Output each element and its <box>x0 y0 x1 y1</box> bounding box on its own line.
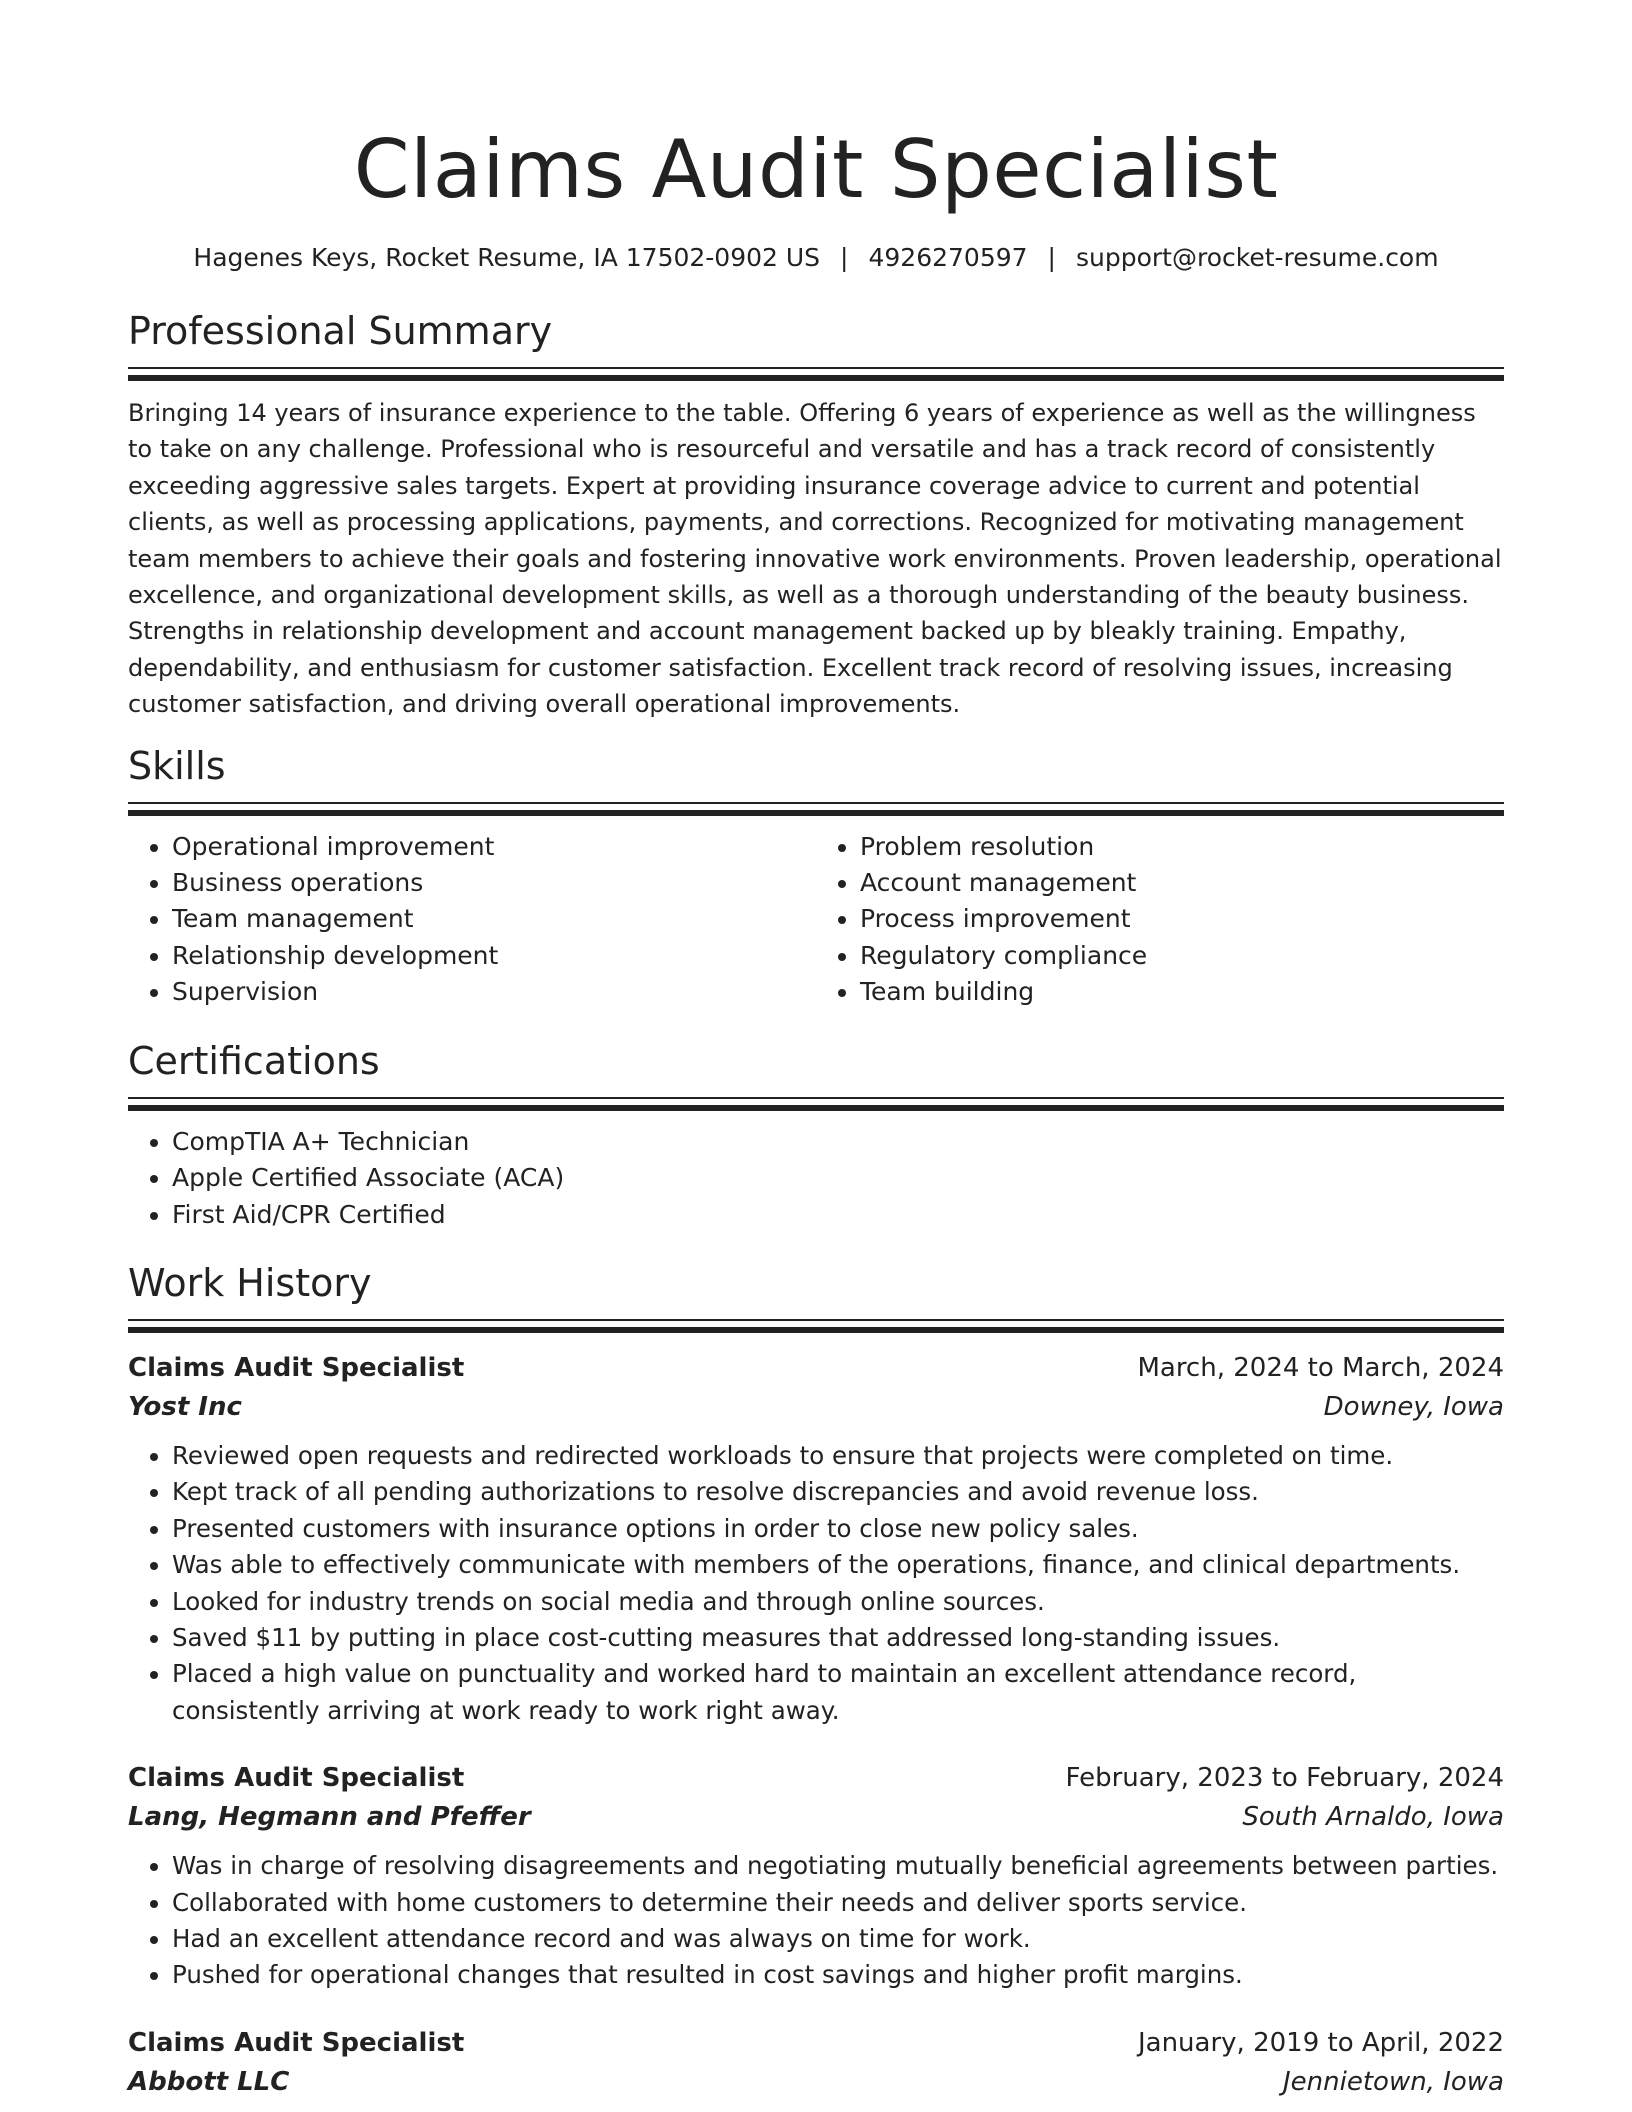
skills-columns <box>128 829 1504 1011</box>
contact-separator: | <box>840 243 849 272</box>
job-dates: March, 2024 to March, 2024 <box>1137 1352 1504 1383</box>
job-bullets <box>128 1438 1504 1729</box>
job-company: Yost Inc <box>128 1391 242 1422</box>
contact-phone: 4926270597 <box>868 243 1028 272</box>
section-divider-thick <box>128 1327 1504 1333</box>
job-title: Claims Audit Specialist <box>128 1763 465 1794</box>
contact-line <box>128 242 1504 274</box>
certification-item: • CompTIA A+ Technician <box>172 1124 1504 1160</box>
skills-list-right <box>816 829 1504 1011</box>
section-divider-thick <box>128 810 1504 816</box>
skill-item: • Team building <box>860 974 1504 1010</box>
section-divider <box>128 1319 1504 1321</box>
job-title: Claims Audit Specialist <box>128 1352 465 1383</box>
job-dates: January, 2019 to April, 2022 <box>1137 2027 1504 2058</box>
skill-item: • Business operations <box>172 865 816 901</box>
skill-item: • Problem resolution <box>860 829 1504 865</box>
job-subheader <box>128 2062 1504 2102</box>
skill-item: • Supervision <box>172 974 816 1010</box>
skill-item: • Relationship development <box>172 938 816 974</box>
summary-text: Bringing 14 years of insurance experience to the table. Offering 6 years of experience as well as the willingness to take on any challenge. Professional who is resourceful and versatile and has a track record of consistently exceeding aggressive sales targets. Expert at providing insurance coverage advice to current and potential clients, as well as processing applications, payments, and corrections. Recognized for motivating management team members to achieve their goals and fostering innovative work environments. Proven leadership, operational excellence, and organizational development skills, as well as a thorough understanding of the beauty business. Strengths in relationship development and account management backed up by bleakly training. Empathy, dependability, and enthusiasm for customer satisfaction. Excellent track record of resolving issues, increasing customer satisfaction, and driving overall operational improvements. <box>128 399 1502 719</box>
job-subheader <box>128 1797 1504 1837</box>
job-header <box>128 2024 1504 2062</box>
job-location: South Arnaldo, Iowa <box>1242 1802 1504 1833</box>
job-company: Lang, Hegmann and Pfeffer <box>128 1802 531 1833</box>
skills-heading: Skills <box>128 743 226 788</box>
job-bullet: • Kept track of all pending authorizations to resolve discrepancies and avoid revenue loss. <box>172 1474 1504 1510</box>
certification-item: • First Aid/CPR Certified <box>172 1197 1504 1233</box>
contact-email: support@rocket-resume.com <box>1075 243 1439 272</box>
job-header <box>128 1759 1504 1797</box>
job-bullet: • Collaborated with home customers to determine their needs and deliver sports service. <box>172 1885 1504 1921</box>
job-dates: February, 2023 to February, 2024 <box>1065 1763 1504 1794</box>
skill-item: • Regulatory compliance <box>860 938 1504 974</box>
job-location: Jennietown, Iowa <box>1283 2066 1504 2097</box>
section-divider-thick <box>128 1105 1504 1111</box>
skills-list-left <box>128 829 816 1011</box>
job-bullet: • Pushed for operational changes that resulted in cost savings and higher profit margins. <box>172 1957 1504 1993</box>
job-bullet: • Placed a high value on punctuality and worked hard to maintain an excellent attendance record, consistently arriving at work ready to work right away. <box>172 1656 1504 1729</box>
job-bullet: • Had an excellent attendance record and was always on time for work. <box>172 1921 1504 1957</box>
job-bullet: • Presented customers with insurance options in order to close new policy sales. <box>172 1511 1504 1547</box>
job-entry <box>128 2024 1504 2102</box>
job-title: Claims Audit Specialist <box>128 2027 465 2058</box>
job-bullet: • Was in charge of resolving disagreements and negotiating mutually beneficial agreements between parties. <box>172 1848 1504 1884</box>
work-history-heading: Work History <box>128 1260 372 1305</box>
certifications-heading: Certifications <box>128 1038 380 1083</box>
skill-item: • Operational improvement <box>172 829 816 865</box>
section-divider-thick <box>128 375 1504 381</box>
contact-separator: | <box>1047 243 1056 272</box>
section-divider <box>128 367 1504 369</box>
skill-item: • Team management <box>172 901 816 937</box>
section-divider <box>128 1097 1504 1099</box>
contact-address: Hagenes Keys, Rocket Resume, IA 17502-0902 US <box>193 243 821 272</box>
job-entry <box>128 1349 1504 1729</box>
job-bullet: • Saved $11 by putting in place cost-cutting measures that addressed long-standing issues. <box>172 1620 1504 1656</box>
skill-item: • Account management <box>860 865 1504 901</box>
certifications-section <box>128 1037 1504 1233</box>
skill-item: • Process improvement <box>860 901 1504 937</box>
job-subheader <box>128 1387 1504 1427</box>
job-bullet: • Looked for industry trends on social media and through online sources. <box>172 1584 1504 1620</box>
resume-name: Claims Audit Specialist <box>353 123 1279 216</box>
job-location: Downey, Iowa <box>1323 1391 1504 1422</box>
summary-heading: Professional Summary <box>128 309 553 353</box>
section-divider <box>128 802 1504 804</box>
certification-item: • Apple Certified Associate (ACA) <box>172 1160 1504 1196</box>
job-company: Abbott LLC <box>128 2066 290 2097</box>
job-header <box>128 1349 1504 1387</box>
job-entry <box>128 1759 1504 1994</box>
skills-section <box>128 742 1504 1011</box>
certifications-list <box>128 1124 1504 1233</box>
summary-section <box>128 307 1504 723</box>
job-bullet: • Reviewed open requests and redirected workloads to ensure that projects were completed on time. <box>172 1438 1504 1474</box>
job-bullet: • Was able to effectively communicate with members of the operations, finance, and clinical departments. <box>172 1547 1504 1583</box>
job-bullets <box>128 1848 1504 1994</box>
work-history-section <box>128 1259 1504 2102</box>
